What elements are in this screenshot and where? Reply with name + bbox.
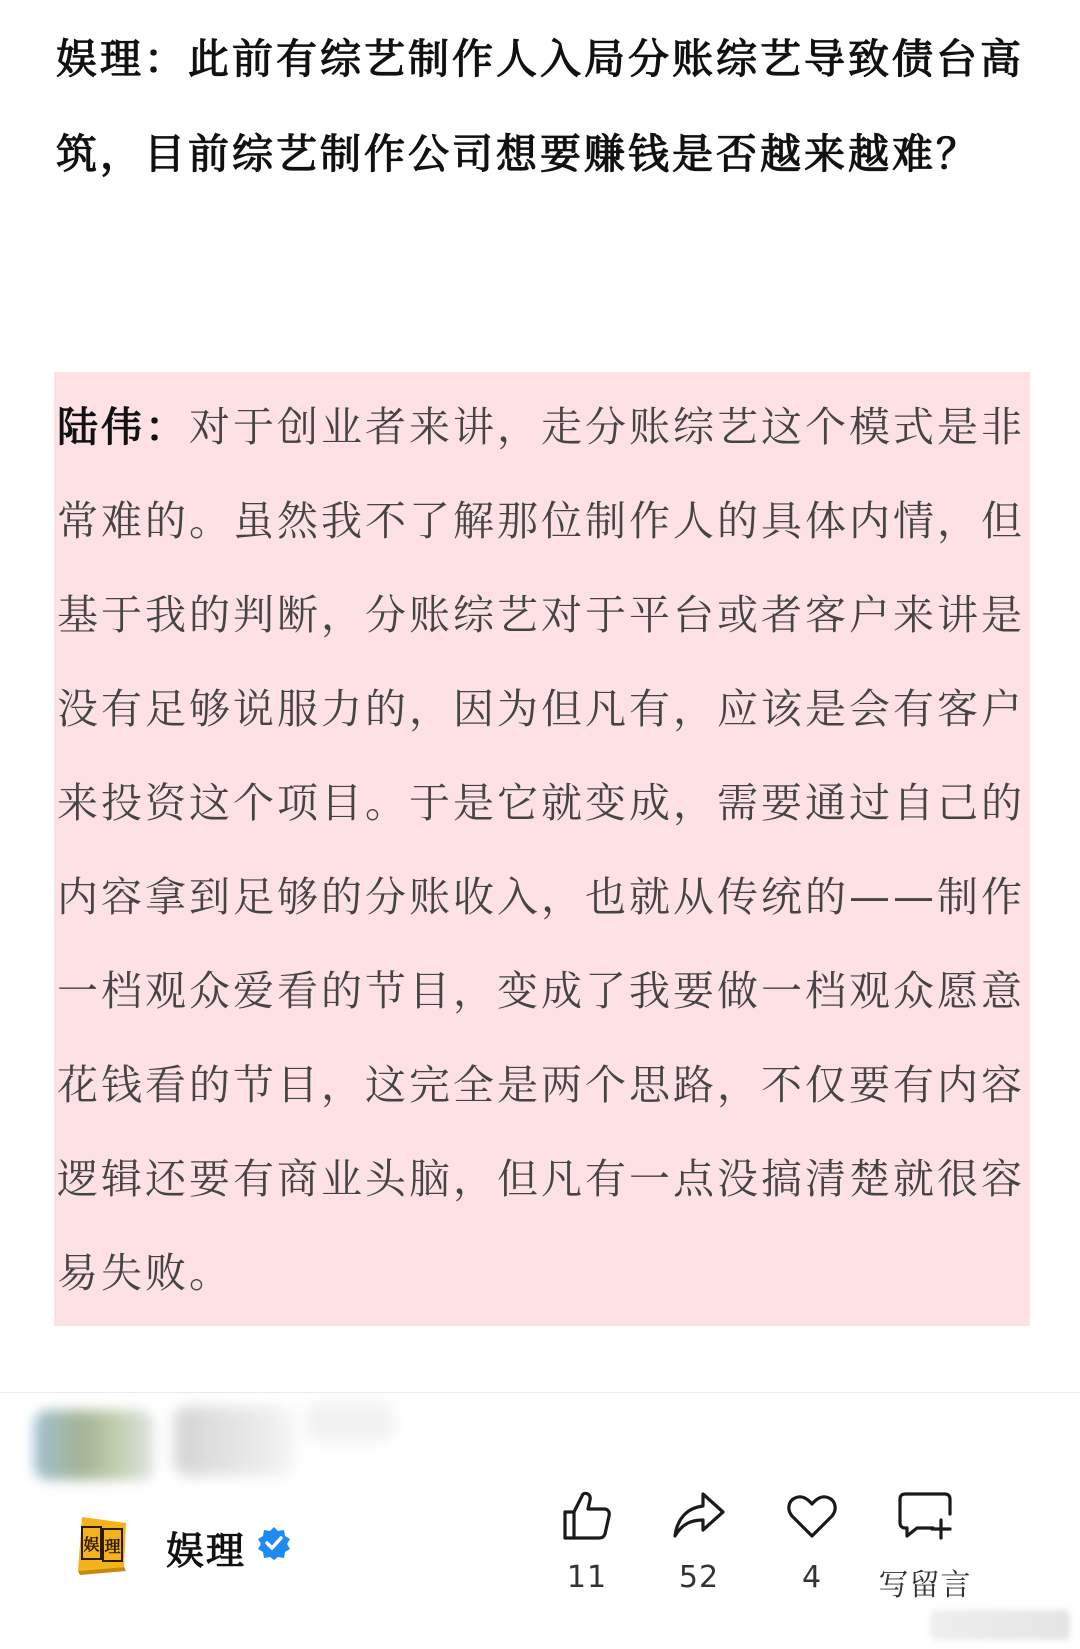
share-button[interactable] bbox=[644, 1488, 754, 1595]
account-name[interactable]: 娱理 bbox=[166, 1529, 247, 1573]
favorite-button[interactable] bbox=[757, 1488, 867, 1595]
account-logo-icon[interactable] bbox=[70, 1513, 132, 1575]
verified-badge-icon bbox=[256, 1525, 292, 1561]
logo-char-1: 娱 bbox=[83, 1535, 100, 1554]
write-comment-button[interactable] bbox=[870, 1488, 980, 1604]
share-icon bbox=[671, 1488, 727, 1544]
answer-highlight-block bbox=[54, 372, 1030, 1326]
thumbs-up-icon bbox=[559, 1488, 615, 1544]
share-count: 52 bbox=[678, 1560, 720, 1595]
answer-text: 对于创业者来讲，走分账综艺这个模式是非常难的。虽然我不了解那位制作人的具体内情，但基于我的判断，分账综艺对于平台或者客户来讲是没有足够说服力的，因为但凡有，应该是会有客户来投资这个项目。于是它就变成，需要通过自己的内容拿到足够的分账收入，也就从传统的——制作一档观众爱看的节目，变成了我要做一档观众愿意花钱看的节目，这完全是两个思路，不仅要有内容逻辑还要有商业头脑，但凡有一点没搞清楚就很容易失败。 bbox=[57, 403, 1025, 1297]
question-text: 娱理：此前有综艺制作人入局分账综艺导致债台高筑，目前综艺制作公司想要赚钱是否越来越难？ bbox=[56, 35, 1024, 178]
like-button[interactable] bbox=[532, 1488, 642, 1595]
write-comment-label: 写留言 bbox=[878, 1568, 972, 1603]
favorite-count: 4 bbox=[801, 1560, 823, 1595]
answer-paragraph bbox=[57, 380, 1026, 1320]
answer-speaker: 陆伟： bbox=[57, 403, 189, 451]
logo-char-2: 理 bbox=[104, 1537, 121, 1556]
heart-icon bbox=[784, 1488, 840, 1544]
like-count: 11 bbox=[566, 1560, 608, 1595]
comment-add-icon bbox=[897, 1488, 953, 1544]
watermark bbox=[930, 1610, 1070, 1640]
footer-divider bbox=[0, 1392, 1080, 1393]
blurred-image-strip bbox=[34, 1402, 374, 1486]
